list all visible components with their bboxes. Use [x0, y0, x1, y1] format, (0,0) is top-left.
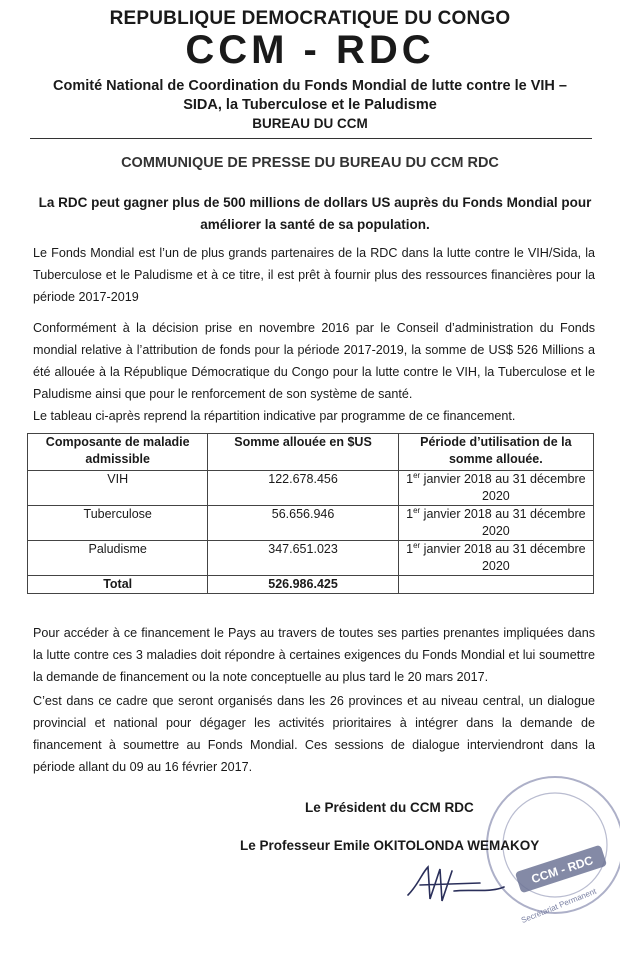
paragraph-dialogue: C’est dans ce cadre que seront organisés dans les 26 provinces et au niveau central, un dialogue provincial et national pour dégager les activités prioritaires à intégrer dans la demande de financement à soumettre au Fonds Mondial. Ces sessions de dialogue interviendront dans la période allant du 09 au 16 février 2017. — [33, 694, 595, 774]
amount-cell: 56.656.946 — [208, 506, 398, 541]
disease-cell: VIH — [28, 471, 208, 506]
paragraph-table-intro: Le tableau ci-après reprend la répartition indicative par programme de ce financement. — [33, 409, 516, 423]
signatory-name: Le Professeur Emile OKITOLONDA WEMAKOY — [240, 838, 540, 853]
committee-line-1: Comité National de Coordination du Fonds Mondial de lutte contre le VIH – — [53, 78, 567, 94]
paragraph-intro: Le Fonds Mondial est l’un de plus grands partenaires de la RDC dans la lutte contre le VIH/Sida, la Tuberculose et le Paludisme et à ce titre, il est prêt à fournir plus des ressources financières pour la période 2017-2019 — [33, 246, 595, 304]
header-amount: Somme allouée en $US — [208, 434, 398, 471]
table-row — [28, 471, 594, 506]
paragraph-allocation: Conformément à la décision prise en novembre 2016 par le Conseil d’administration du Fonds mondial relative à l’attribution de fonds pour la période 2017-2019, la somme de US$ 526 Millions a été allouée à la République Démocratique du Congo pour la lutte contre le VIH, la Tuberculose et le Paludisme ainsi que pour le renforcement de son système de santé. — [33, 321, 595, 401]
period-cell: 1er janvier 2018 au 31 décembre 2020 — [398, 471, 593, 506]
total-row — [28, 576, 594, 594]
table-row — [28, 506, 594, 541]
header-divider — [30, 138, 592, 139]
disease-cell: Tuberculose — [28, 506, 208, 541]
header-disease: Composante de maladie admissible — [28, 434, 208, 471]
country-heading: REPUBLIQUE DEMOCRATIQUE DU CONGO — [109, 8, 511, 29]
amount-cell: 347.651.023 — [208, 541, 398, 576]
table-header-row — [28, 434, 594, 471]
signature-title: Le Président du CCM RDC — [305, 800, 474, 815]
total-empty-cell — [398, 576, 593, 594]
committee-name — [0, 77, 620, 115]
disease-cell: Paludisme — [28, 541, 208, 576]
total-label: Total — [28, 576, 208, 594]
allocation-table — [27, 433, 594, 594]
bureau-heading: BUREAU DU CCM — [252, 116, 368, 131]
organization-acronym: CCM - RDC — [185, 28, 435, 72]
period-cell: 1er janvier 2018 au 31 décembre 2020 — [398, 506, 593, 541]
stamp-ring-text: Secrétariat Permanent — [519, 886, 598, 925]
total-amount: 526.986.425 — [208, 576, 398, 594]
committee-line-2: SIDA, la Tuberculose et le Paludisme — [183, 97, 437, 113]
period-cell: 1er janvier 2018 au 31 décembre 2020 — [398, 541, 593, 576]
header-period: Période d’utilisation de la somme allouée. — [398, 434, 593, 471]
amount-cell: 122.678.456 — [208, 471, 398, 506]
paragraph-requirements: Pour accéder à ce financement le Pays au travers de toutes ses parties prenantes impliquées dans la lutte contre ces 3 maladies doit répondre à certaines exigences du Fonds Mondial et lui soumettre la demande de financement ou la note conceptuelle au plus tard le 20 mars 2017. — [33, 626, 595, 684]
table-row — [28, 541, 594, 576]
stamp-label: CCM - RDC — [529, 853, 595, 887]
handwritten-signature — [400, 855, 510, 915]
press-release-title: COMMUNIQUE DE PRESSE DU BUREAU DU CCM RDC — [121, 155, 499, 171]
headline: La RDC peut gagner plus de 500 millions de dollars US auprès du Fonds Mondial pour améliorer la santé de sa population. — [38, 195, 592, 232]
